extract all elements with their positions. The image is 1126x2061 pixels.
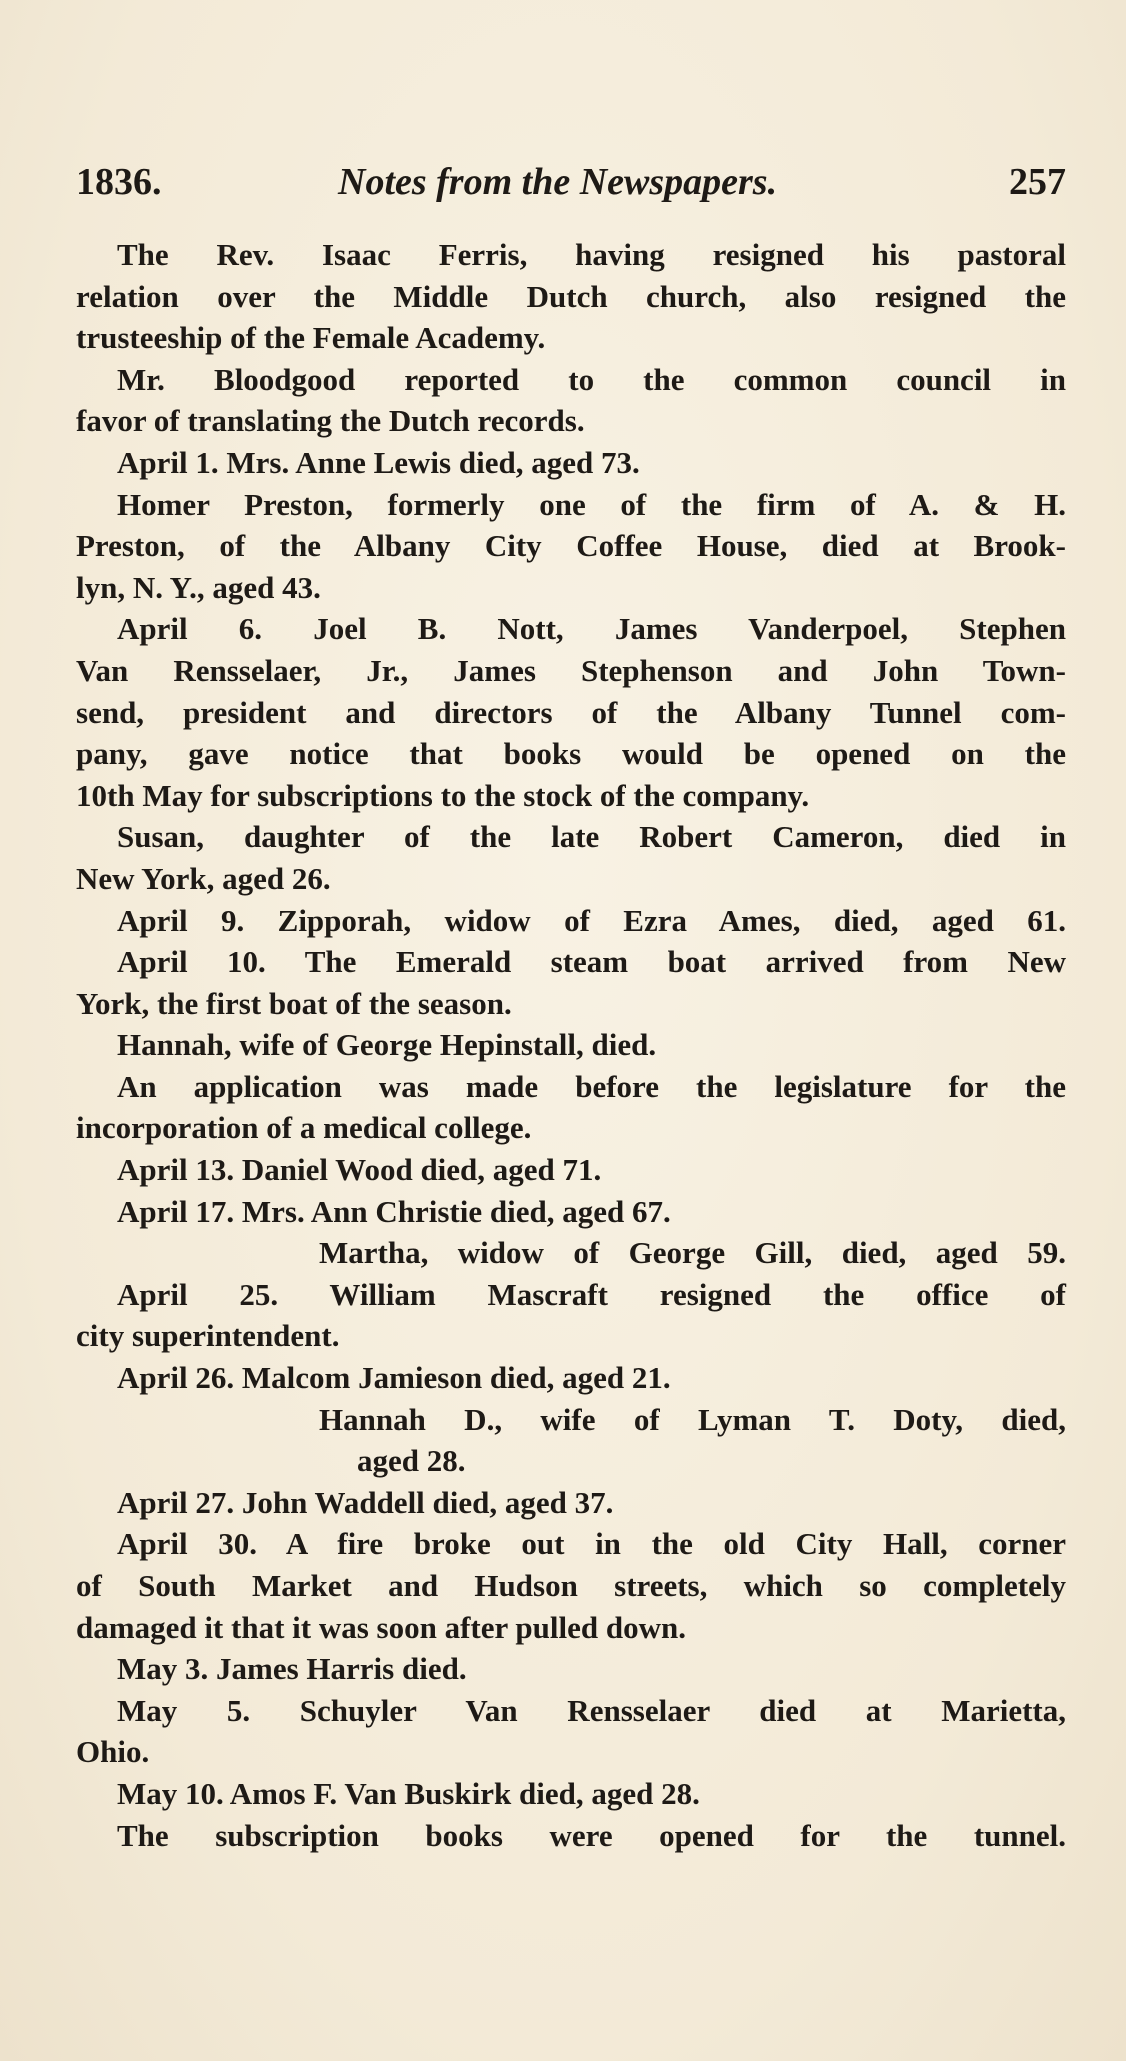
page-number: 257 (1009, 161, 1066, 203)
text-line: May 10. Amos F. Van Buskirk died, aged 28. (117, 1775, 700, 1811)
text-line: Ohio. (76, 1734, 150, 1770)
text-line: April 25. William Mascraft resigned the office of (117, 1276, 1066, 1312)
text-line: Hannah D., wife of Lyman T. Doty, died, (319, 1401, 1066, 1437)
text-line: April 17. Mrs. Ann Christie died, aged 67. (117, 1193, 671, 1229)
text-line: Homer Preston, formerly one of the firm of A. & H. (117, 486, 1066, 522)
text-line: incorporation of a medical college. (76, 1110, 532, 1146)
text-line: The Rev. Isaac Ferris, having resigned his pastoral (117, 237, 1066, 272)
text-line: pany, gave notice that books would be opened on the (76, 736, 1066, 772)
running-head (76, 160, 1066, 208)
text-line: April 27. John Waddell died, aged 37. (117, 1484, 614, 1520)
text-line: damaged it that it was soon after pulled down. (76, 1609, 687, 1645)
text-line: lyn, N. Y., aged 43. (76, 569, 321, 605)
text-line: May 3. James Harris died. (117, 1651, 467, 1687)
text-line: April 6. Joel B. Nott, James Vanderpoel, Stephen (117, 611, 1066, 647)
text-line: April 1. Mrs. Anne Lewis died, aged 73. (117, 444, 640, 480)
text-line: of South Market and Hudson streets, which so completely (76, 1568, 1066, 1603)
text-line: favor of translating the Dutch records. (76, 403, 585, 439)
text-line: city superintendent. (76, 1318, 340, 1354)
text-line: Susan, daughter of the late Robert Cameron, died in (117, 819, 1066, 855)
text-line: An application was made before the legislature for the (117, 1068, 1066, 1104)
text-line: York, the first boat of the season. (76, 985, 512, 1021)
text-line: The subscription books were opened for the tunnel. (117, 1817, 1066, 1853)
text-line: April 26. Malcom Jamieson died, aged 21. (117, 1360, 671, 1396)
text-line: aged 28. (357, 1443, 466, 1479)
text-line: Preston, of the Albany City Coffee House, died at Brook- (76, 528, 1066, 564)
text-line: 10th May for subscriptions to the stock of the company. (76, 777, 810, 813)
header-year: 1836. (76, 161, 162, 203)
text-line: New York, aged 26. (76, 860, 331, 896)
header-title: Notes from the Newspapers. (338, 161, 778, 203)
text-line: April 30. A fire broke out in the old City Hall, corner (117, 1526, 1066, 1562)
text-line: April 9. Zipporah, widow of Ezra Ames, died, aged 61. (117, 902, 1066, 938)
text-line: relation over the Middle Dutch church, also resigned the (76, 278, 1066, 314)
text-line: April 13. Daniel Wood died, aged 71. (117, 1152, 602, 1188)
text-line: Van Rensselaer, Jr., James Stephenson and John Town- (76, 652, 1066, 688)
text-line: Mr. Bloodgood reported to the common council in (117, 361, 1066, 397)
text-line: April 10. The Emerald steam boat arrived from New (117, 944, 1066, 980)
text-line: May 5. Schuyler Van Rensselaer died at Marietta, (117, 1692, 1066, 1728)
text-line: Hannah, wife of George Hepinstall, died. (117, 1027, 657, 1063)
body-text (76, 234, 1066, 1856)
text-line: send, president and directors of the Albany Tunnel com- (76, 694, 1066, 730)
text-line: trusteeship of the Female Academy. (76, 320, 546, 356)
text-line: Martha, widow of George Gill, died, aged 59. (319, 1235, 1066, 1271)
